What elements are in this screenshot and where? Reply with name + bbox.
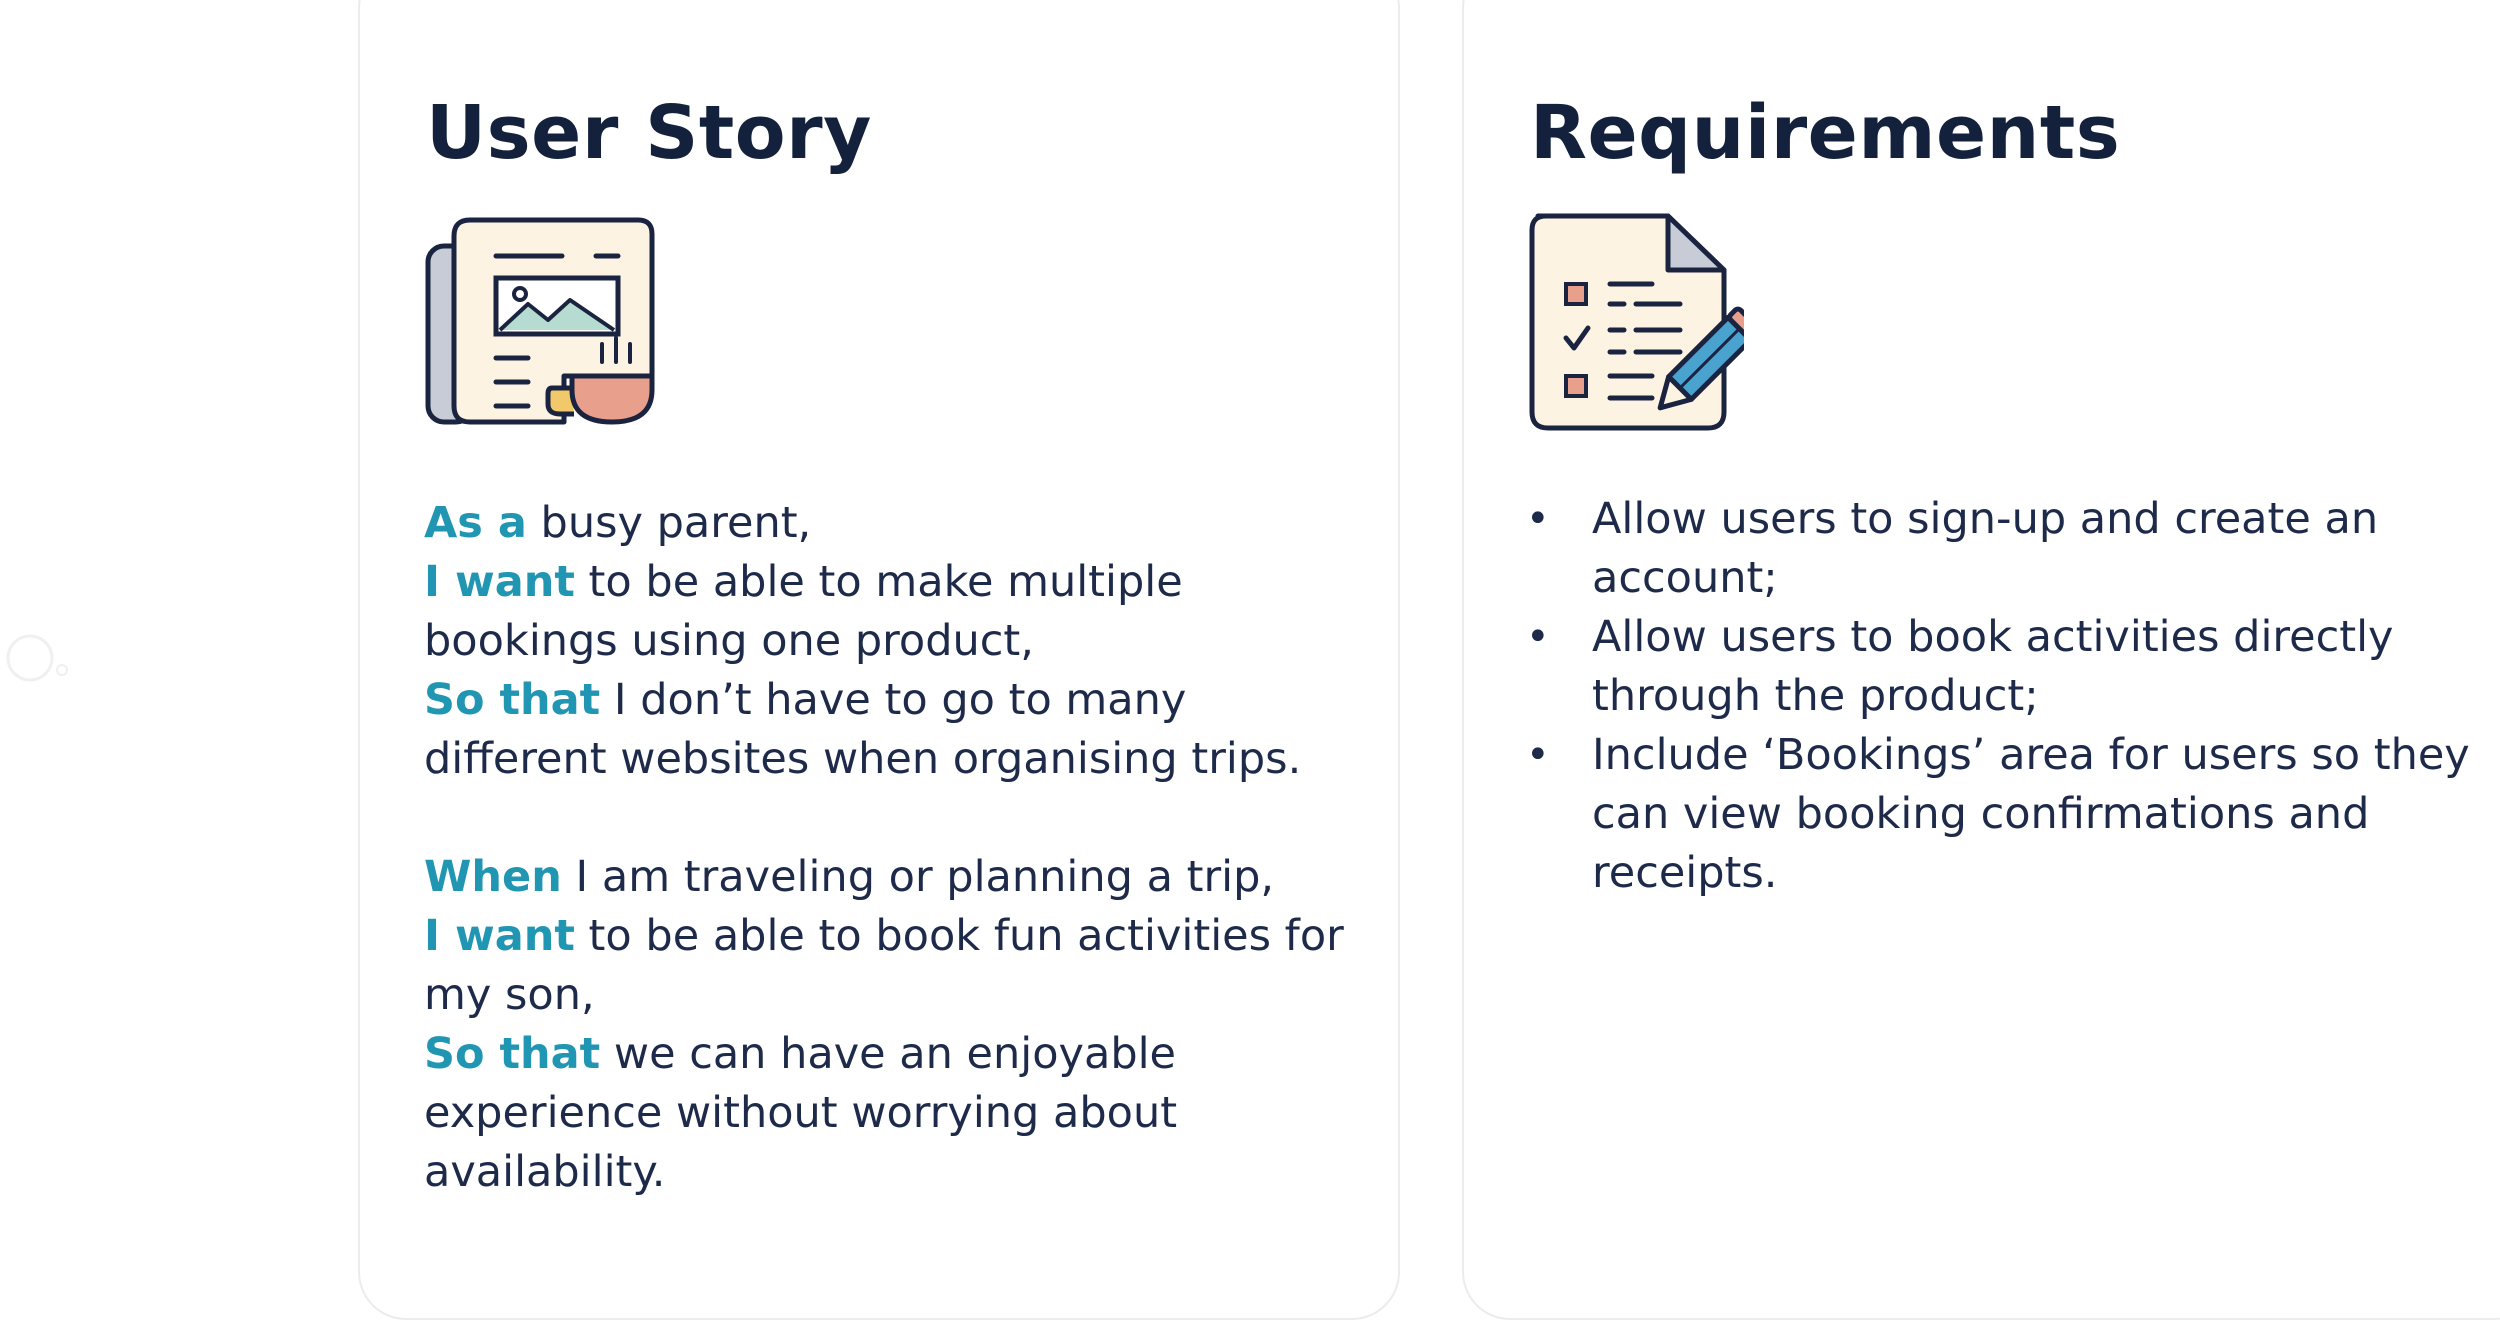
story-keyword: So that — [424, 675, 601, 725]
bullet: • — [1526, 614, 1550, 660]
requirements-list — [1526, 490, 2486, 903]
requirement-text: Allow users to sign-up and create an account; — [1592, 494, 2379, 603]
user-story-body — [424, 494, 1374, 1202]
user-story-title: User Story — [426, 90, 872, 176]
requirement-text: Include ‘Bookings’ area for users so they can view booking confirmations and receipts. — [1592, 730, 2470, 898]
story-keyword: I want — [424, 557, 575, 607]
story-paragraph-1 — [424, 494, 1374, 789]
bullet: • — [1526, 732, 1550, 778]
list-item — [1526, 608, 2486, 726]
requirements-title: Requirements — [1530, 90, 2121, 176]
story-paragraph-2 — [424, 848, 1374, 1202]
list-item — [1526, 490, 2486, 608]
story-keyword: I want — [424, 911, 575, 961]
story-keyword: So that — [424, 1029, 601, 1079]
story-text: busy parent, — [526, 498, 812, 548]
requirement-text: Allow users to book activities directly through the product; — [1592, 612, 2394, 721]
story-text: to be able to make multiple bookings using one product, — [424, 557, 1183, 666]
list-item — [1526, 726, 2486, 903]
story-text: to be able to book fun activities for my son, — [424, 911, 1344, 1020]
bullet: • — [1526, 496, 1550, 542]
story-text: I don’t have to go to many different websites when organising trips. — [424, 675, 1302, 784]
checklist-edit-icon — [1528, 212, 1744, 434]
requirements-card — [1462, 0, 2500, 1320]
newspaper-icon — [424, 216, 658, 426]
story-text: we can have an enjoyable experience without worrying about availability. — [424, 1029, 1178, 1197]
story-keyword: When — [424, 852, 562, 902]
story-keyword: As a — [424, 498, 527, 548]
story-text: I am traveling or planning a trip, — [561, 852, 1275, 902]
user-story-card — [358, 0, 1400, 1320]
faint-watermark-mark — [0, 618, 80, 698]
